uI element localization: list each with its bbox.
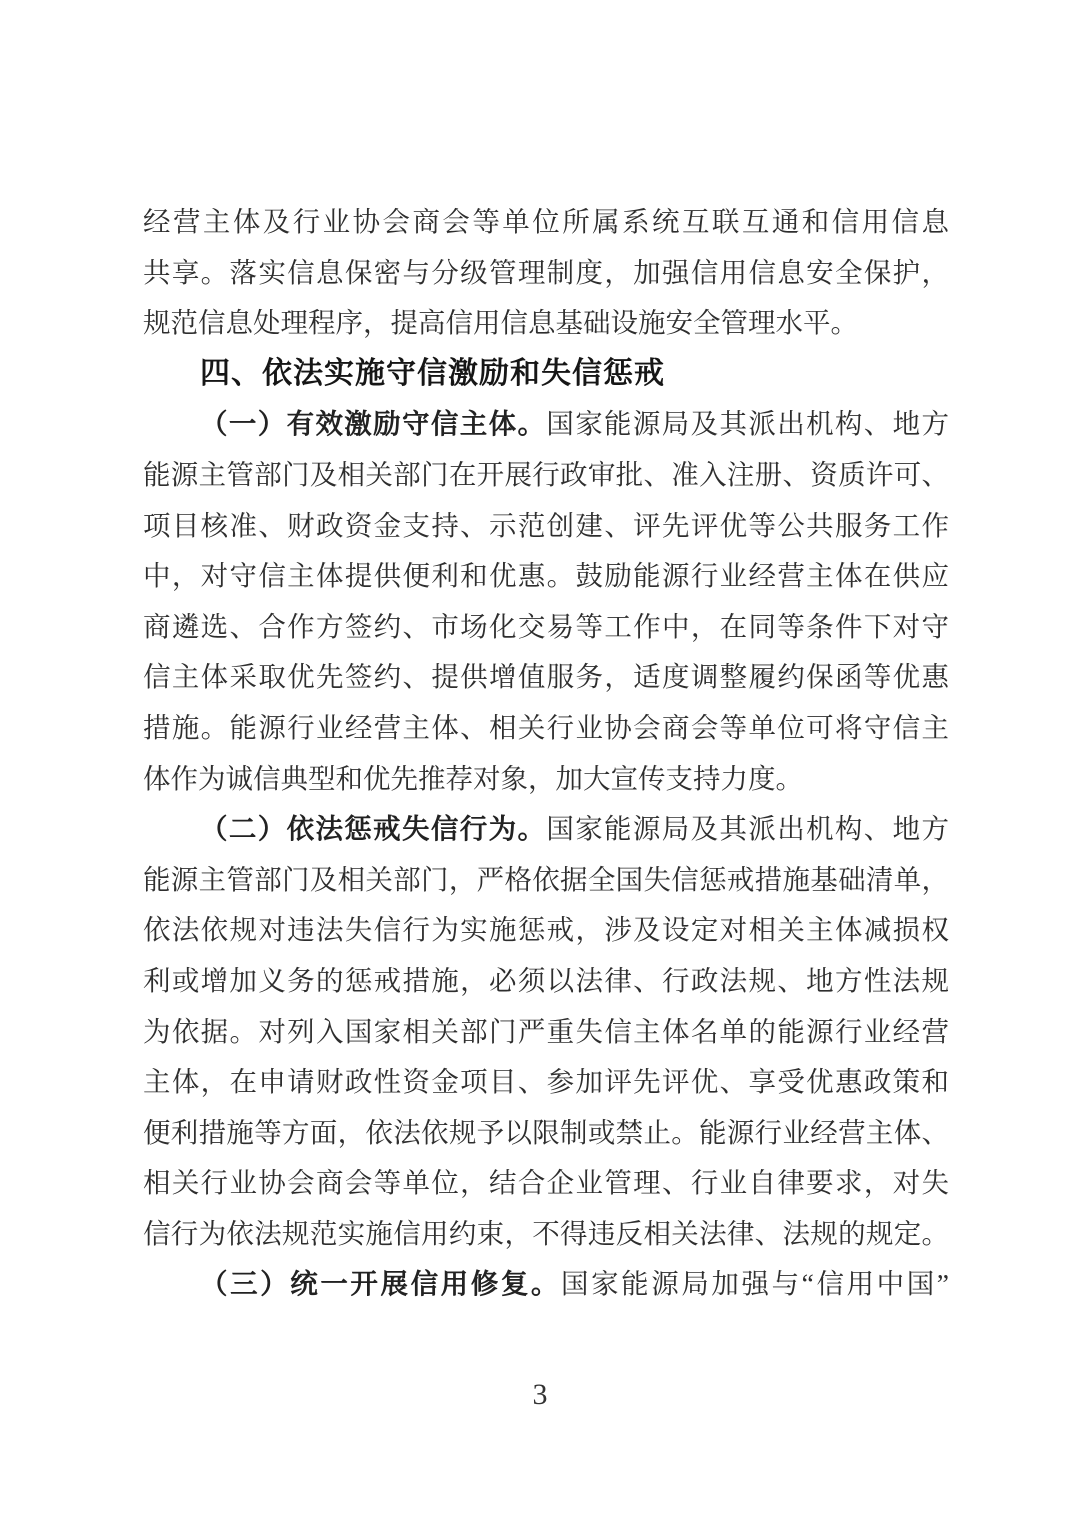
document-body xyxy=(143,197,949,1310)
line-text: 商遴选、合作方签约、市场化交易等工作中，在同等条件下对守 xyxy=(143,610,949,642)
text-line xyxy=(143,197,949,248)
text-line xyxy=(143,1057,949,1108)
clause-heading: （一）有效激励守信主体。 xyxy=(200,408,547,440)
line-text: 经营主体及行业协会商会等单位所属系统互联互通和信用信息 xyxy=(143,206,949,237)
text-line xyxy=(143,1007,949,1058)
line-text: 相关行业协会商会等单位，结合企业管理、行业自律要求，对失 xyxy=(143,1167,949,1199)
text-line xyxy=(143,1108,949,1159)
line-text: 规范信息处理程序，提高信用信息基础设施安全管理水平。 xyxy=(143,307,858,339)
line-text: 中，对守信主体提供便利和优惠。鼓励能源行业经营主体在供应 xyxy=(143,560,949,592)
text-line xyxy=(143,956,949,1007)
line-text: 利或增加义务的惩戒措施，必须以法律、行政法规、地方性法规 xyxy=(143,964,949,996)
line-text: 为依据。对列入国家相关部门严重失信主体名单的能源行业经营 xyxy=(143,1015,949,1047)
text-line xyxy=(143,602,949,653)
text-line xyxy=(143,551,949,602)
clause-heading: （二）依法惩戒失信行为。 xyxy=(200,813,547,845)
line-text: 能源主管部门及相关部门在开展行政审批、准入注册、资质许可、 xyxy=(143,458,949,490)
line-text: 依法依规对违法失信行为实施惩戒，涉及设定对相关主体减损权 xyxy=(143,914,949,946)
page-number: 3 xyxy=(532,1378,548,1411)
text-line xyxy=(143,501,949,552)
text-line xyxy=(143,298,949,349)
line-text: 信行为依法规范实施信用约束，不得违反相关法律、法规的规定。 xyxy=(143,1217,949,1249)
text-line xyxy=(143,450,949,501)
section-heading xyxy=(143,349,949,400)
text-line xyxy=(143,703,949,754)
line-text: 主体，在申请财政性资金项目、参加评先评优、享受优惠政策和 xyxy=(143,1066,949,1098)
text-line xyxy=(143,905,949,956)
text-line xyxy=(143,1158,949,1209)
text-line xyxy=(143,855,949,906)
text-line xyxy=(143,804,949,855)
text-line xyxy=(143,1259,949,1310)
text-line xyxy=(143,754,949,805)
line-text: 共享。落实信息保密与分级管理制度，加强信用信息安全保护， xyxy=(143,256,949,288)
text-line xyxy=(143,248,949,299)
text-line xyxy=(143,652,949,703)
line-text: 国家能源局加强与“信用中国” xyxy=(561,1268,949,1300)
text-line xyxy=(143,1209,949,1260)
line-text: 国家能源局及其派出机构、地方 xyxy=(546,813,950,845)
text-line xyxy=(143,399,949,450)
line-text: 项目核准、财政资金支持、示范创建、评先评优等公共服务工作 xyxy=(143,509,949,541)
line-text: 信主体采取优先签约、提供增值服务，适度调整履约保函等优惠 xyxy=(143,661,949,693)
clause-heading: （三）统一开展信用修复。 xyxy=(200,1268,561,1300)
line-text: 措施。能源行业经营主体、相关行业协会商会等单位可将守信主 xyxy=(143,711,949,743)
line-text: 体作为诚信典型和优先推荐对象，加大宣传支持力度。 xyxy=(143,762,803,794)
line-text: 便利措施等方面，依法依规予以限制或禁止。能源行业经营主体、 xyxy=(143,1116,949,1148)
section-heading-text: 四、依法实施守信激励和失信惩戒 xyxy=(200,356,665,390)
line-text: 国家能源局及其派出机构、地方 xyxy=(546,408,950,440)
line-text: 能源主管部门及相关部门，严格依据全国失信惩戒措施基础清单， xyxy=(143,863,949,895)
